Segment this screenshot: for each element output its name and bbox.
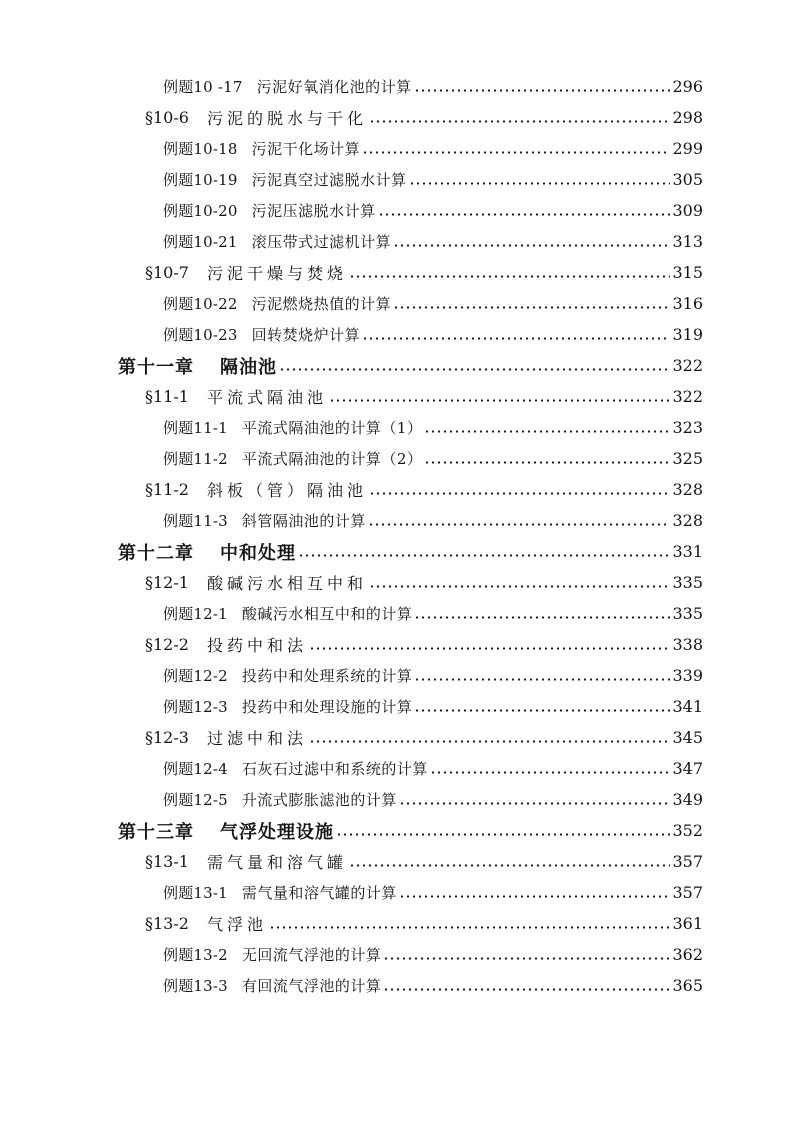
entry-label: 第十三章 [118, 821, 194, 843]
entry-title: 有回流气浮池的计算 [241, 977, 382, 995]
entry-title: 平流式隔油池的计算（2） [241, 450, 423, 468]
toc-entry-example[interactable] [0, 970, 793, 1001]
entry-title: 酸碱污水相互中和 [206, 574, 367, 593]
entry-label: 例题10-22 [163, 295, 238, 313]
entry-page-number: 296 [672, 77, 703, 96]
entry-page-number: 341 [672, 697, 703, 716]
dot-leader [349, 864, 670, 867]
entry-label: §12-1 [145, 573, 189, 592]
entry-page-number: 299 [672, 139, 703, 158]
toc-entry-section[interactable] [0, 257, 793, 288]
entry-page-number: 319 [672, 325, 703, 344]
dot-leader [329, 399, 670, 402]
entry-label: §11-2 [145, 480, 189, 499]
entry-label: 例题12-1 [163, 605, 228, 623]
toc-entry-example[interactable] [0, 691, 793, 722]
entry-title: 污泥的脱水与干化 [206, 109, 367, 128]
dot-leader [279, 368, 670, 371]
entry-page-number: 345 [672, 728, 703, 747]
entry-label: §10-6 [145, 108, 189, 127]
dot-leader [309, 647, 670, 650]
toc-entry-section[interactable] [0, 629, 793, 660]
dot-leader [399, 802, 671, 805]
entry-page-number: 322 [672, 356, 703, 375]
toc-entry-example[interactable] [0, 133, 793, 164]
entry-label: 例题11-1 [163, 419, 228, 437]
toc-entry-section[interactable] [0, 102, 793, 133]
toc-entry-chapter[interactable] [0, 536, 793, 567]
toc-entry-example[interactable] [0, 164, 793, 195]
dot-leader [393, 306, 670, 309]
entry-title: 滚压带式过滤机计算 [251, 233, 392, 251]
entry-title: 无回流气浮池的计算 [241, 946, 382, 964]
entry-page-number: 357 [672, 883, 703, 902]
entry-title: 污泥干化场计算 [251, 140, 361, 158]
entry-label: 例题12-2 [163, 667, 228, 685]
entry-title: 石灰石过滤中和系统的计算 [241, 760, 428, 778]
entry-label: §13-2 [145, 914, 189, 933]
toc-entry-example[interactable] [0, 71, 793, 102]
dot-leader [424, 461, 670, 464]
entry-page-number: 313 [672, 232, 703, 251]
entry-title: 斜板（管）隔油池 [206, 481, 367, 500]
toc-entry-example[interactable] [0, 505, 793, 536]
table-of-contents [0, 71, 793, 1001]
entry-title: 回转焚烧炉计算 [251, 326, 361, 344]
dot-leader [399, 895, 671, 898]
entry-page-number: 328 [672, 480, 703, 499]
entry-label: 例题12-3 [163, 698, 228, 716]
entry-label: 例题10-19 [163, 171, 238, 189]
dot-leader [378, 213, 671, 216]
entry-title: 污泥好氧消化池的计算 [256, 78, 412, 96]
toc-entry-chapter[interactable] [0, 350, 793, 381]
entry-page-number: 316 [672, 294, 703, 313]
entry-title: 酸碱污水相互中和的计算 [241, 605, 413, 623]
dot-leader [309, 740, 670, 743]
dot-leader [298, 554, 670, 557]
entry-title: 污泥干燥与焚烧 [206, 264, 347, 283]
entry-label: 例题10-20 [163, 202, 238, 220]
entry-label: 例题11-3 [163, 512, 228, 530]
dot-leader [414, 616, 670, 619]
toc-entry-section[interactable] [0, 567, 793, 598]
toc-entry-chapter[interactable] [0, 815, 793, 846]
entry-label: 例题11-2 [163, 450, 228, 468]
entry-page-number: 349 [672, 790, 703, 809]
toc-entry-example[interactable] [0, 598, 793, 629]
dot-leader [369, 585, 670, 588]
entry-title: 污泥真空过滤脱水计算 [251, 171, 407, 189]
entry-title: 隔油池 [220, 356, 277, 378]
dot-leader [269, 926, 670, 929]
entry-label: 例题10-21 [163, 233, 238, 251]
entry-page-number: 335 [672, 573, 703, 592]
toc-entry-example[interactable] [0, 877, 793, 908]
entry-title: 平流式隔油池的计算（1） [241, 419, 423, 437]
toc-entry-example[interactable] [0, 195, 793, 226]
entry-title: 污泥压滤脱水计算 [251, 202, 376, 220]
entry-title: 投药中和法 [206, 636, 307, 655]
entry-label: 例题13-1 [163, 884, 228, 902]
dot-leader [383, 988, 670, 991]
entry-page-number: 328 [672, 511, 703, 530]
entry-label: 例题12-5 [163, 791, 228, 809]
toc-entry-example[interactable] [0, 288, 793, 319]
toc-entry-section[interactable] [0, 381, 793, 412]
entry-title: 斜管隔油池的计算 [241, 512, 366, 530]
entry-page-number: 309 [672, 201, 703, 220]
dot-leader [368, 523, 671, 526]
entry-label: §11-1 [145, 387, 189, 406]
entry-page-number: 298 [672, 108, 703, 127]
dot-leader [393, 244, 670, 247]
toc-entry-example[interactable] [0, 939, 793, 970]
toc-entry-example[interactable] [0, 784, 793, 815]
entry-label: §12-3 [145, 728, 189, 747]
entry-label: 例题13-2 [163, 946, 228, 964]
entry-title: 投药中和处理系统的计算 [241, 667, 413, 685]
dot-leader [369, 492, 670, 495]
entry-page-number: 339 [672, 666, 703, 685]
entry-title: 气浮处理设施 [220, 821, 334, 843]
dot-leader [369, 120, 670, 123]
toc-entry-example[interactable] [0, 319, 793, 350]
entry-page-number: 361 [672, 914, 703, 933]
entry-label: §10-7 [145, 263, 189, 282]
dot-leader [362, 151, 670, 154]
toc-entry-section[interactable] [0, 722, 793, 753]
entry-page-number: 305 [672, 170, 703, 189]
dot-leader [414, 678, 670, 681]
entry-title: 投药中和处理设施的计算 [241, 698, 413, 716]
entry-label: 例题10-23 [163, 326, 238, 344]
entry-label: 第十一章 [118, 356, 194, 378]
entry-title: 过滤中和法 [206, 729, 307, 748]
dot-leader [430, 771, 671, 774]
entry-title: 平流式隔油池 [206, 388, 327, 407]
dot-leader [414, 89, 671, 92]
entry-title: 需气量和溶气罐的计算 [241, 884, 397, 902]
entry-page-number: 325 [672, 449, 703, 468]
entry-page-number: 323 [672, 418, 703, 437]
toc-entry-example[interactable] [0, 660, 793, 691]
entry-page-number: 338 [672, 635, 703, 654]
entry-label: 第十二章 [118, 542, 194, 564]
toc-entry-section[interactable] [0, 846, 793, 877]
toc-entry-example[interactable] [0, 443, 793, 474]
entry-label: 例题13-3 [163, 977, 228, 995]
entry-title: 需气量和溶气罐 [206, 853, 347, 872]
entry-page-number: 362 [672, 945, 703, 964]
dot-leader [409, 182, 671, 185]
entry-title: 升流式膨胀滤池的计算 [241, 791, 397, 809]
entry-label: 例题12-4 [163, 760, 228, 778]
entry-label: 例题10 -17 [163, 78, 243, 96]
entry-page-number: 357 [672, 852, 703, 871]
dot-leader [336, 833, 670, 836]
entry-title: 污泥燃烧热值的计算 [251, 295, 392, 313]
entry-title: 气浮池 [206, 915, 267, 934]
entry-label: §12-2 [145, 635, 189, 654]
toc-entry-example[interactable] [0, 753, 793, 784]
dot-leader [349, 275, 670, 278]
dot-leader [424, 430, 670, 433]
entry-page-number: 315 [672, 263, 703, 282]
entry-label: §13-1 [145, 852, 189, 871]
toc-entry-example[interactable] [0, 412, 793, 443]
entry-page-number: 347 [672, 759, 703, 778]
dot-leader [414, 709, 670, 712]
dot-leader [362, 337, 670, 340]
entry-page-number: 335 [672, 604, 703, 623]
toc-entry-section[interactable] [0, 908, 793, 939]
entry-page-number: 352 [672, 821, 703, 840]
entry-page-number: 365 [672, 976, 703, 995]
entry-title: 中和处理 [220, 542, 296, 564]
entry-page-number: 331 [672, 542, 703, 561]
dot-leader [383, 957, 670, 960]
toc-entry-section[interactable] [0, 474, 793, 505]
entry-page-number: 322 [672, 387, 703, 406]
entry-label: 例题10-18 [163, 140, 238, 158]
toc-entry-example[interactable] [0, 226, 793, 257]
